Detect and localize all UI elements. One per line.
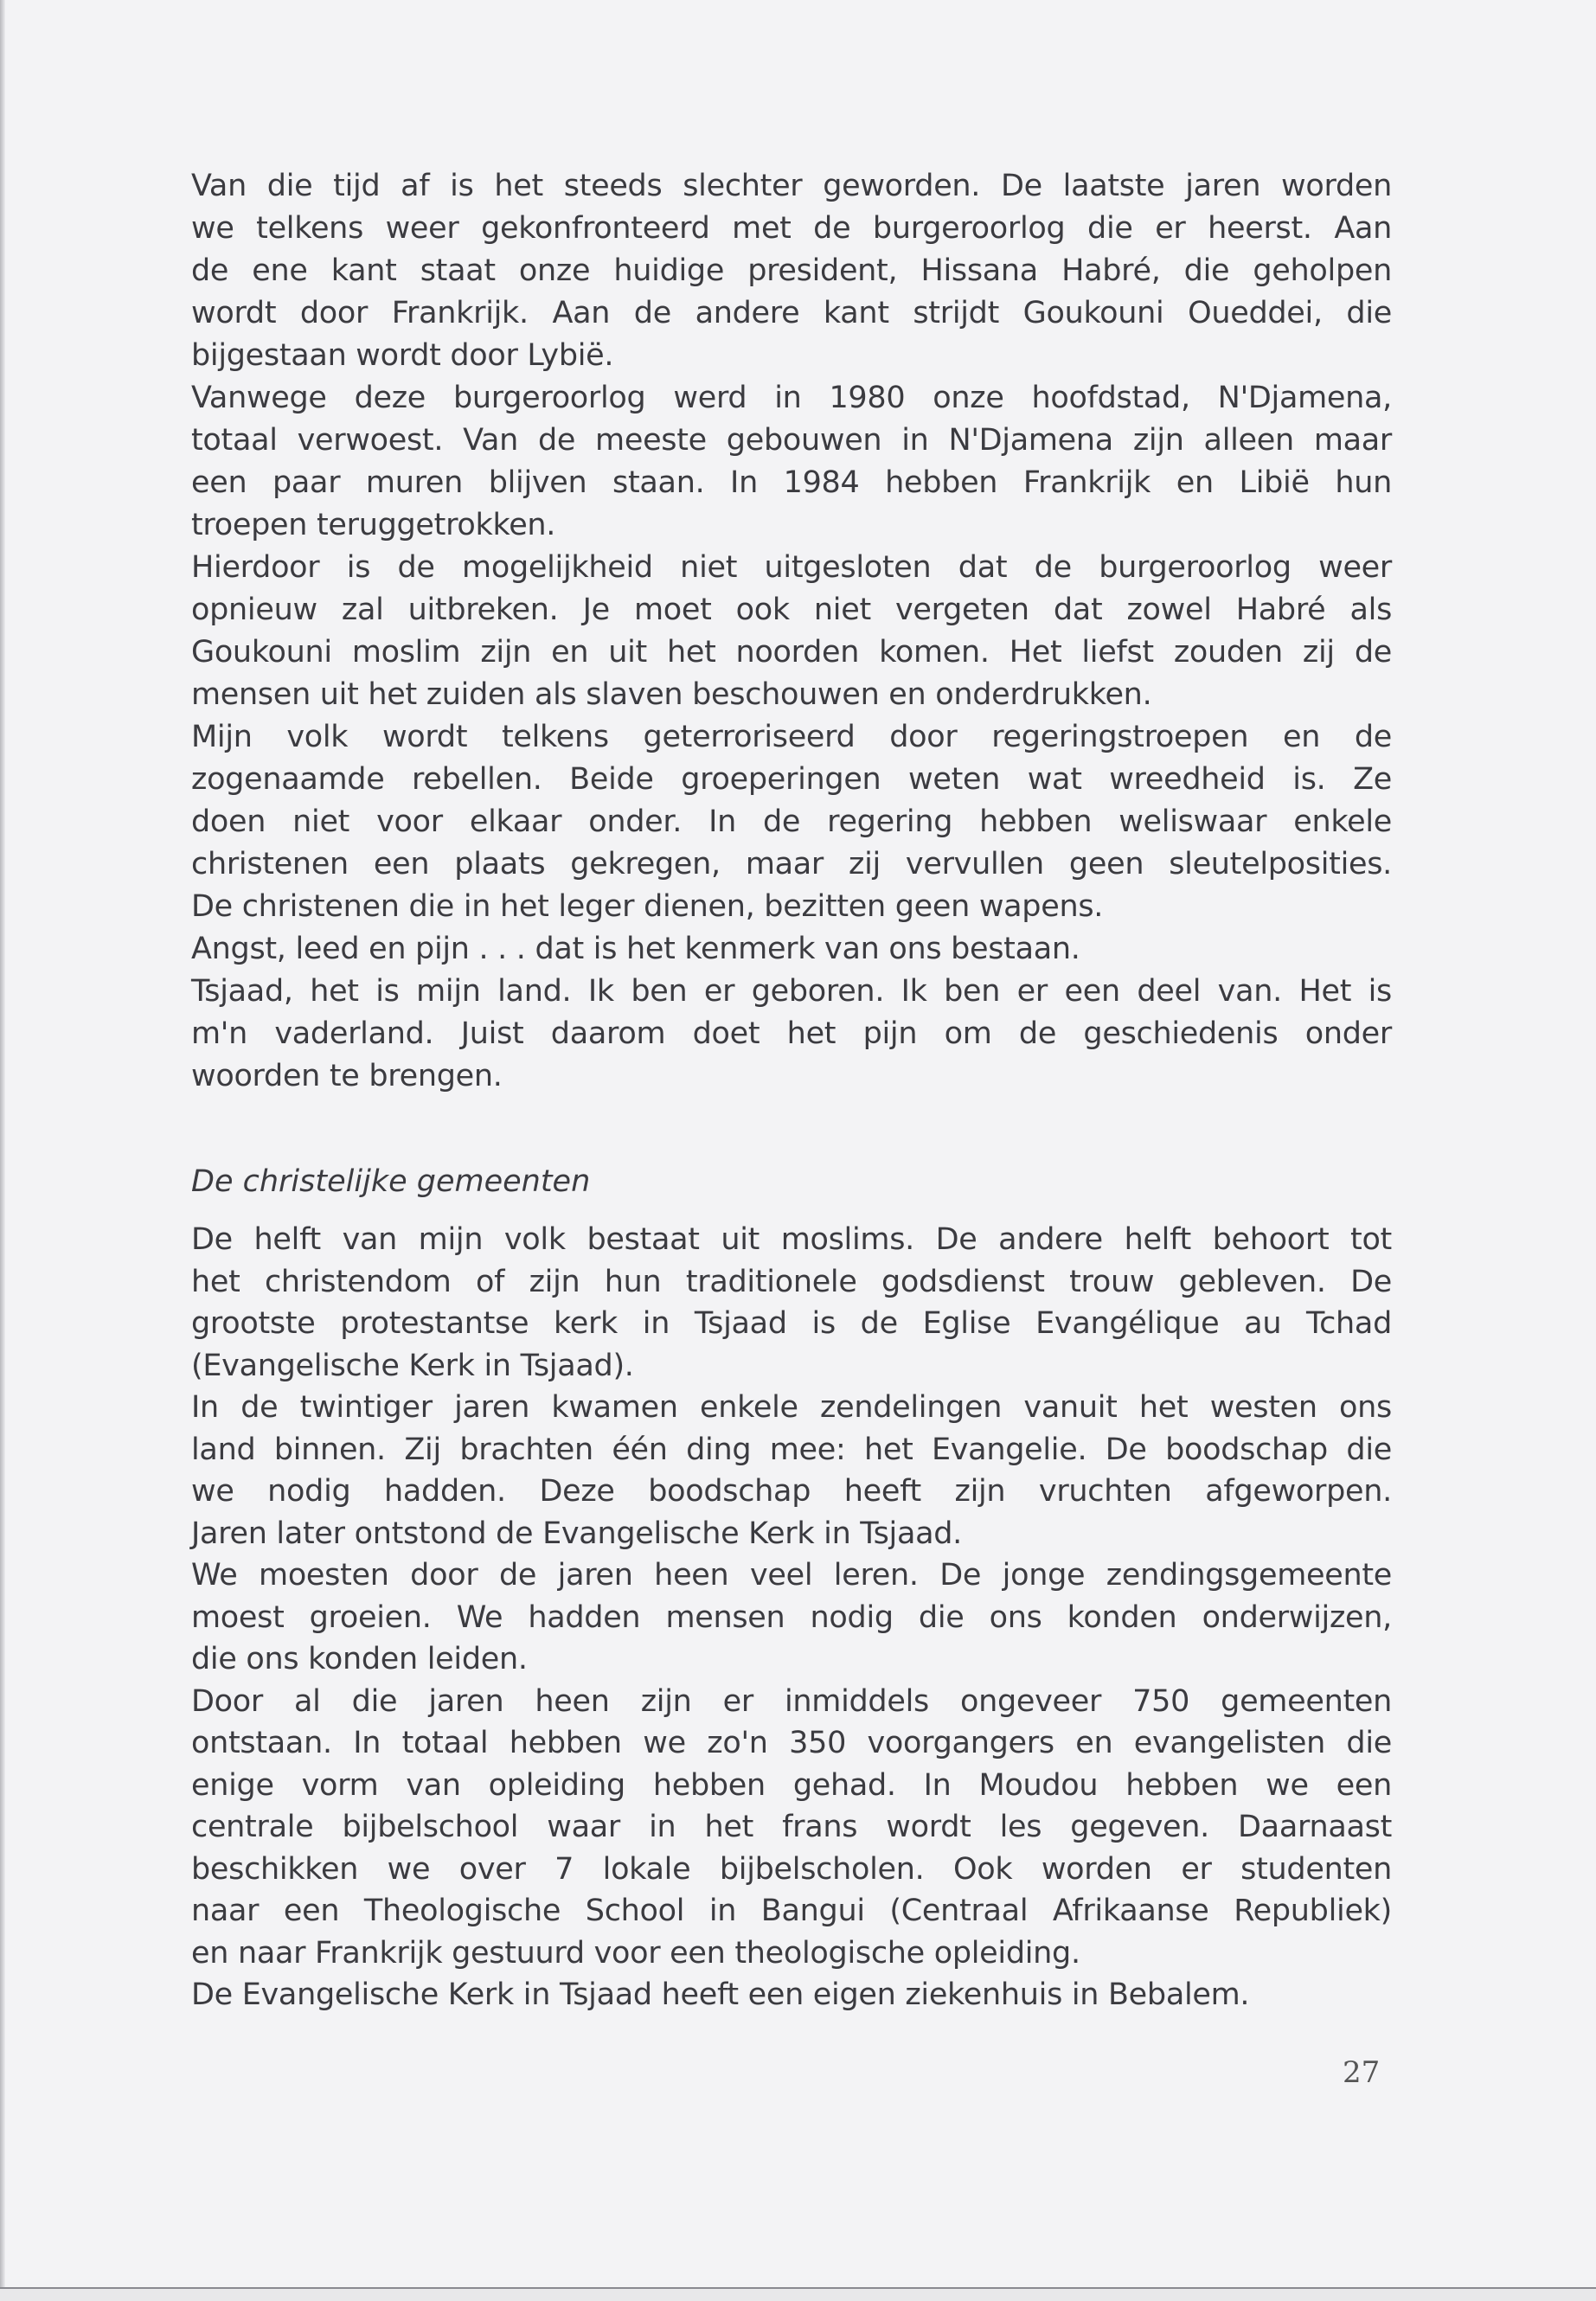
paragraph xyxy=(191,716,1392,928)
paragraph xyxy=(191,1974,1392,2016)
paragraph xyxy=(191,1219,1392,1387)
section-heading: De christelijke gemeenten xyxy=(191,1164,591,1199)
text-line: Hierdoor is de mogelijkheid niet uitgesloten dat de burgeroorlog weer xyxy=(191,550,1392,585)
text-line: wordt door Frankrijk. Aan de andere kant strijdt Goukouni Oueddei, die xyxy=(191,296,1392,330)
text-line: we telkens weer gekonfronteerd met de burgeroorlog die er heerst. Aan xyxy=(191,211,1392,246)
body-section-2 xyxy=(191,1219,1392,2016)
text-line: centrale bijbelschool waar in het frans wordt les gegeven. Daarnaast xyxy=(191,1810,1392,1844)
text-line: Van die tijd af is het steeds slechter geworden. De laatste jaren worden xyxy=(191,169,1392,203)
page-number: 27 xyxy=(1343,2055,1381,2090)
text-line: christenen een plaats gekregen, maar zij vervullen geen sleutelposities. xyxy=(191,847,1392,881)
text-line: doen niet voor elkaar onder. In de regering hebben weliswaar enkele xyxy=(191,804,1392,839)
text-line: beschikken we over 7 lokale bijbelscholen. Ook worden er studenten xyxy=(191,1851,1392,1887)
text-line: (Evangelische Kerk in Tsjaad). xyxy=(191,1348,634,1383)
text-line: troepen teruggetrokken. xyxy=(191,508,556,542)
paragraph xyxy=(191,1681,1392,1975)
paragraph xyxy=(191,547,1392,716)
page-edge-bottom xyxy=(0,2287,1596,2301)
paragraph xyxy=(191,928,1392,971)
text-line: de ene kant staat onze huidige president, Hissana Habré, die geholpen xyxy=(191,253,1392,288)
text-line: m'n vaderland. Juist daarom doet het pijn om de geschiedenis onder xyxy=(191,1016,1392,1051)
text-line: De helft van mijn volk bestaat uit moslims. De andere helft behoort tot xyxy=(191,1222,1392,1257)
text-line: totaal verwoest. Van de meeste gebouwen in N'Djamena zijn alleen maar xyxy=(191,423,1392,458)
text-line: mensen uit het zuiden als slaven beschouwen en onderdrukken. xyxy=(191,677,1152,712)
paragraph xyxy=(191,377,1392,547)
text-line: moest groeien. We hadden mensen nodig die ons konden onderwijzen, xyxy=(191,1599,1392,1635)
text-line: Vanwege deze burgeroorlog werd in 1980 onze hoofdstad, N'Djamena, xyxy=(191,381,1392,415)
paragraph xyxy=(191,971,1392,1098)
text-line: Tsjaad, het is mijn land. Ik ben er geboren. Ik ben er een deel van. Het is xyxy=(191,974,1392,1009)
text-line: het christendom of zijn hun traditionele godsdienst trouw gebleven. De xyxy=(191,1264,1392,1299)
text-line: Door al die jaren heen zijn er inmiddels ongeveer 750 gemeenten xyxy=(191,1683,1392,1719)
paragraph xyxy=(191,165,1392,377)
text-line: naar een Theologische School in Bangui (Centraal Afrikaanse Republiek) xyxy=(191,1894,1392,1928)
text-line: De christenen die in het leger dienen, bezitten geen wapens. xyxy=(191,889,1104,924)
text-line: Goukouni moslim zijn en uit het noorden komen. Het liefst zouden zij de xyxy=(191,635,1392,670)
text-line: woorden te brengen. xyxy=(191,1059,503,1093)
page-edge-left xyxy=(0,0,5,2301)
text-line: Mijn volk wordt telkens geterroriseerd door regeringstroepen en de xyxy=(191,720,1392,754)
text-line: grootste protestantse kerk in Tsjaad is de Eglise Evangélique au Tchad xyxy=(191,1306,1392,1341)
text-line: die ons konden leiden. xyxy=(191,1642,528,1676)
text-line: een paar muren blijven staan. In 1984 hebben Frankrijk en Libië hun xyxy=(191,465,1392,500)
text-line: enige vorm van opleiding hebben gehad. In Moudou hebben we een xyxy=(191,1767,1392,1803)
text-line: zogenaamde rebellen. Beide groeperingen weten wat wreedheid is. Ze xyxy=(191,762,1392,797)
text-line: en naar Frankrijk gestuurd voor een theologische opleiding. xyxy=(191,1935,1080,1971)
body-section-1 xyxy=(191,165,1392,1098)
paragraph xyxy=(191,1554,1392,1681)
paragraph xyxy=(191,1387,1392,1554)
text-line: bijgestaan wordt door Lybië. xyxy=(191,338,614,373)
text-line: We moesten door de jaren heen veel leren. De jonge zendingsgemeente xyxy=(191,1558,1392,1593)
text-line: we nodig hadden. Deze boodschap heeft zijn vruchten afgeworpen. xyxy=(191,1474,1392,1509)
text-line: land binnen. Zij brachten één ding mee: het Evangelie. De boodschap die xyxy=(191,1432,1392,1467)
text-line: In de twintiger jaren kwamen enkele zendelingen vanuit het westen ons xyxy=(191,1390,1392,1425)
text-line: Jaren later ontstond de Evangelische Kerk in Tsjaad. xyxy=(191,1516,962,1551)
text-line: De Evangelische Kerk in Tsjaad heeft een eigen ziekenhuis in Bebalem. xyxy=(191,1977,1250,2012)
text-line: Angst, leed en pijn . . . dat is het kenmerk van ons bestaan. xyxy=(191,932,1080,966)
text-line: ontstaan. In totaal hebben we zo'n 350 voorgangers en evangelisten die xyxy=(191,1726,1392,1760)
text-line: opnieuw zal uitbreken. Je moet ook niet vergeten dat zowel Habré als xyxy=(191,593,1392,627)
